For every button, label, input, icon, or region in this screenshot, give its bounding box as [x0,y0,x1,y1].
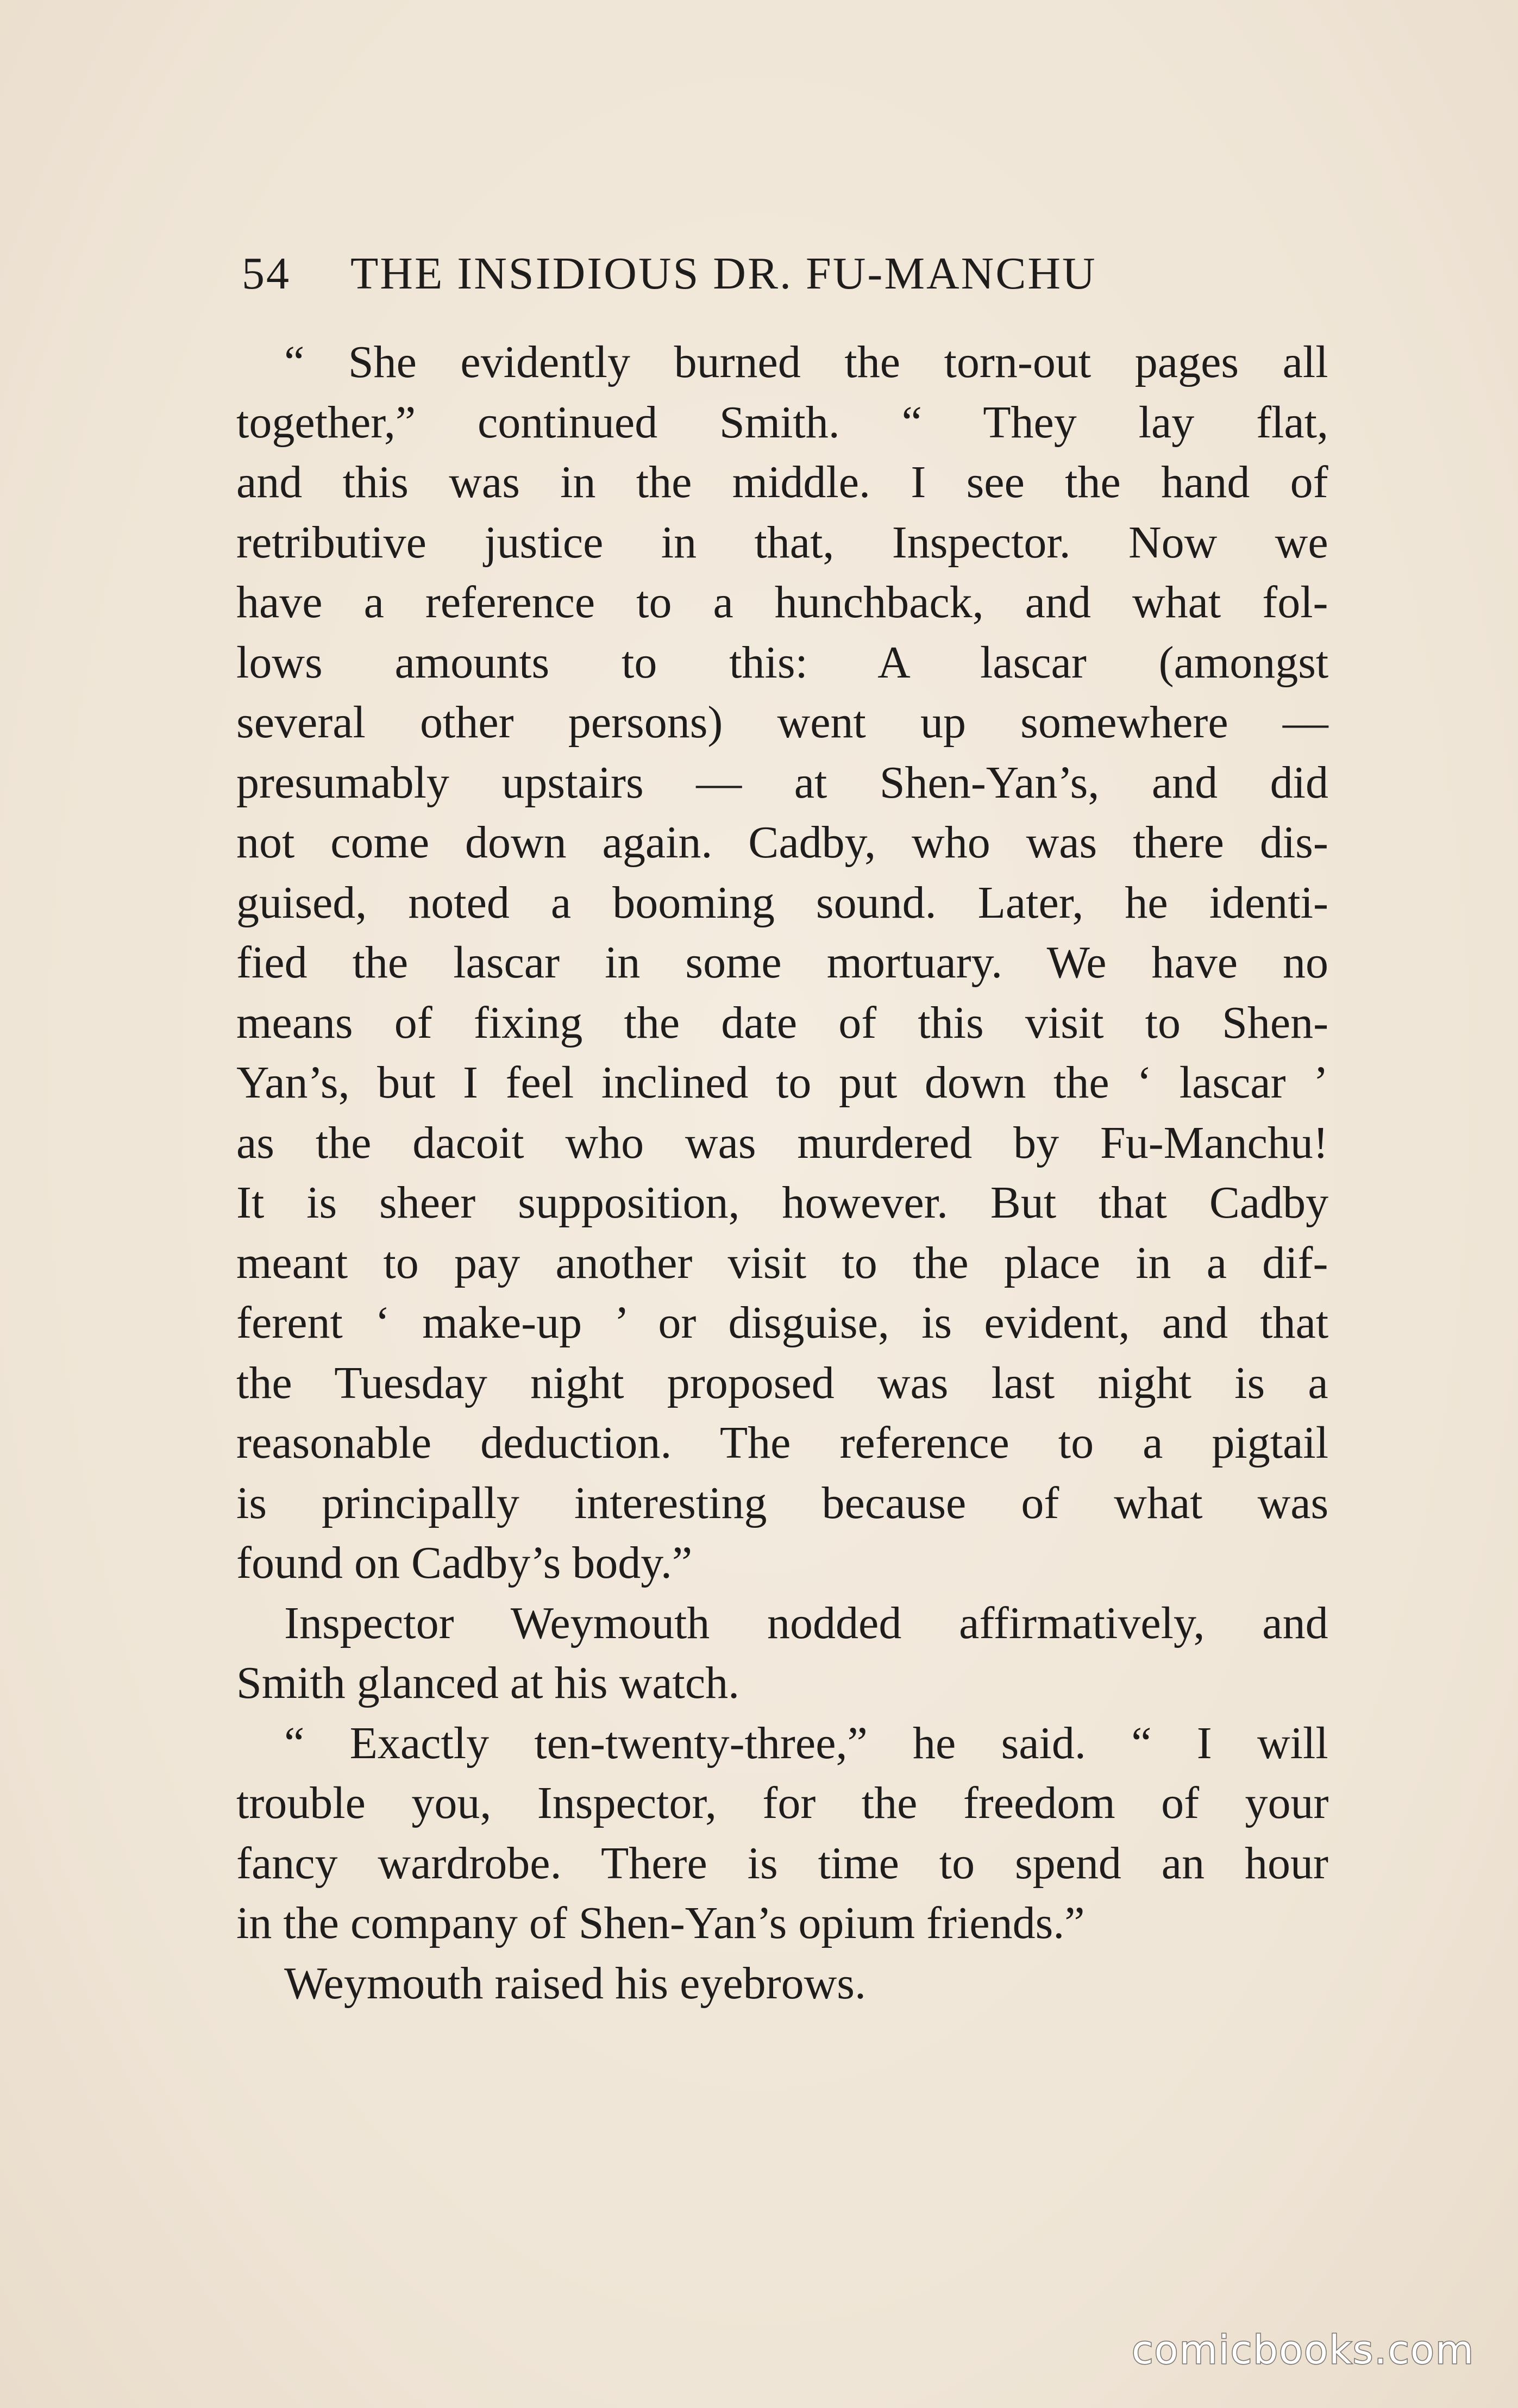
paragraph-2 [236,1594,1328,1714]
text-line: lows amounts to this: A lascar (amongst [236,637,1329,688]
text-line: the Tuesday night proposed was last night is a [236,1357,1328,1408]
text-line: and this was in the middle. I see the hand of [236,457,1328,507]
text-line: Yan’s, but I feel inclined to put down the ‘ lascar ’ [236,1057,1329,1108]
text-line: presumably upstairs — at Shen-Yan’s, and did [236,757,1328,808]
text-line: guised, noted a booming sound. Later, he identi- [236,877,1328,928]
text-line: fied the lascar in some mortuary. We have no [236,937,1329,988]
text-line: retributive justice in that, Inspector. Now we [236,517,1328,568]
text-line: Inspector Weymouth nodded affirmatively, and [284,1597,1328,1648]
text-line: as the dacoit who was murdered by Fu-Manchu! [236,1117,1328,1168]
page-number: 54 [242,248,291,299]
paragraph-4 [236,1954,1328,2014]
body-text [236,333,1328,2014]
running-title: THE INSIDIOUS DR. FU-MANCHU [350,248,1097,299]
text-line: It is sheer supposition, however. But that Cadby [236,1177,1329,1228]
text-line: not come down again. Cadby, who was there dis- [236,817,1328,868]
text-line: found on Cadby’s body.” [236,1538,693,1588]
text-line: trouble you, Inspector, for the freedom of your [236,1778,1329,1828]
text-line: Smith glanced at his watch. [236,1658,740,1708]
text-line: together,” continued Smith. “ They lay flat, [236,397,1329,448]
watermark: comicbooks.com [1131,2327,1475,2373]
text-line: several other persons) went up somewhere — [236,697,1328,748]
text-line: meant to pay another visit to the place in a dif- [236,1237,1328,1288]
text-line: is principally interesting because of what was [236,1477,1329,1528]
paragraph-1 [236,333,1328,1594]
text-line: means of fixing the date of this visit to Shen- [236,997,1329,1048]
text-line: ferent ‘ make-up ’ or disguise, is evident, and that [236,1297,1329,1348]
text-line: reasonable deduction. The reference to a pigtail [236,1418,1329,1468]
running-header [242,247,1318,300]
paragraph-3 [236,1714,1328,1954]
text-line: fancy wardrobe. There is time to spend an hour [236,1838,1328,1889]
text-line: Weymouth raised his eyebrows. [284,1958,866,2009]
text-line: in the company of Shen-Yan’s opium friends.” [236,1898,1085,1948]
text-line: “ Exactly ten-twenty-three,” he said. “ I will [284,1717,1328,1769]
text-line: “ She evidently burned the torn-out pages all [284,337,1328,387]
text-line: have a reference to a hunchback, and what fol- [236,577,1328,628]
